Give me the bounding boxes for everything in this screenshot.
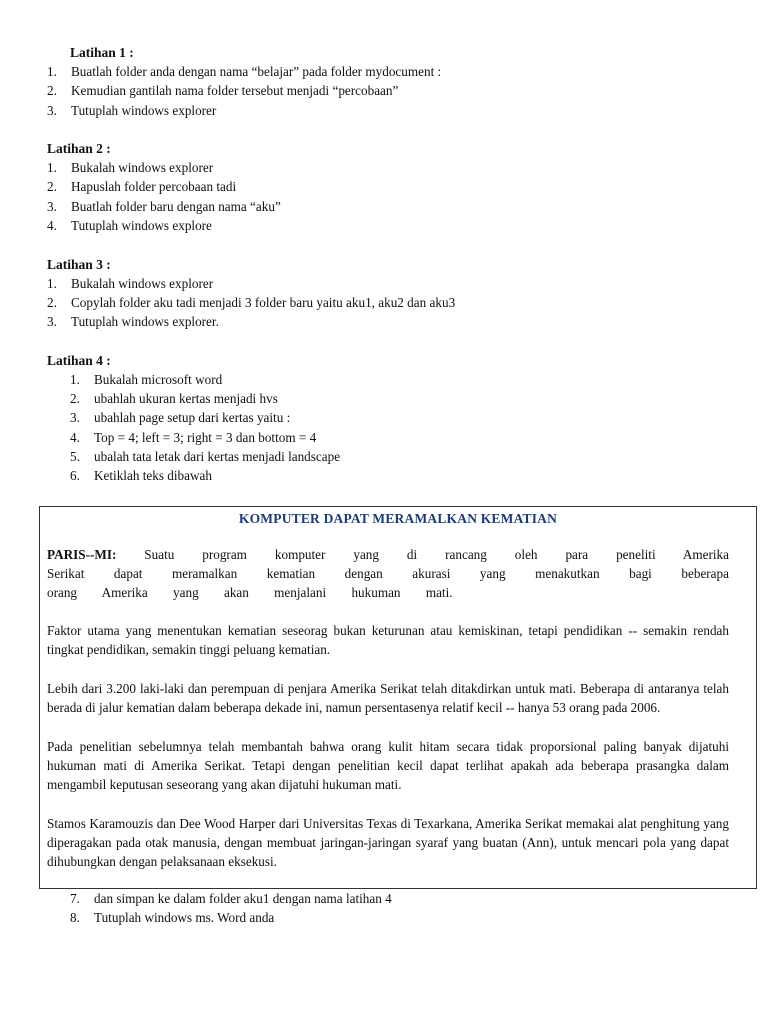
latihan-1-item-3: [47, 101, 216, 120]
list-text: Bukalah windows explorer: [71, 276, 214, 291]
article-paragraph-2: Faktor utama yang menentukan kematian seseorag bukan keturunan atau kemiskinan, tetapi pendidikan -- semakin rendah tingkat pendidikan, semakin tinggi peluang kematian.: [47, 623, 729, 658]
list-text: Copylah folder aku tadi menjadi 3 folder baru yaitu aku1, aku2 dan aku3: [71, 295, 456, 310]
list-number: 1.: [70, 372, 80, 387]
list-text: Ketiklah teks dibawah: [94, 468, 212, 483]
list-number: 4.: [70, 430, 80, 445]
list-text: Hapuslah folder percobaan tadi: [71, 179, 237, 194]
list-text: Buatlah folder baru dengan nama “aku”: [71, 199, 281, 214]
list-number: 1.: [47, 160, 57, 175]
article-paragraph-3: Lebih dari 3.200 laki-laki dan perempuan di penjara Amerika Serikat telah ditakdirkan untuk mati. Beberapa di antaranya telah berada di jalur kematian dalam beberapa dekade ini, namun persentasenya relatif kecil -- hanya 53 orang pada 2006.: [47, 681, 729, 716]
latihan-4-item-6: [70, 466, 212, 485]
list-number: 7.: [70, 891, 80, 906]
list-text: dan simpan ke dalam folder aku1 dengan nama latihan 4: [94, 891, 392, 906]
article-paragraph-1: [47, 545, 729, 603]
latihan-2-item-4: [47, 216, 212, 235]
latihan-1-item-2: [47, 81, 398, 100]
latihan-2-item-1: [47, 158, 213, 177]
latihan-2-item-2: [47, 177, 236, 196]
list-text: Bukalah windows explorer: [71, 160, 214, 175]
latihan-1-item-1: [47, 62, 441, 81]
article-paragraph-4: Pada penelitian sebelumnya telah membantah bahwa orang kulit hitam secara tidak proporsional paling banyak dijatuhi hukuman mati di Amerika Serikat. Tetapi dengan penelitian kecil dapat terlihat apakah ada beberapa prasangka dalam mengambil keputusan seseorang yang akan dijatuhi hukuman mati.: [47, 739, 729, 793]
list-number: 5.: [70, 449, 80, 464]
latihan-4-item-2: [70, 389, 278, 408]
latihan-4-item-3: [70, 408, 290, 427]
list-number: 3.: [47, 103, 57, 118]
list-number: 3.: [47, 199, 57, 214]
latihan-4-item-7: [70, 889, 392, 908]
list-text: Tutuplah windows explore: [71, 218, 212, 233]
list-number: 2.: [70, 391, 80, 406]
latihan-4-item-5: [70, 447, 340, 466]
article-dateline: PARIS--MI:: [47, 547, 117, 562]
latihan-2-item-3: [47, 197, 281, 216]
list-number: 6.: [70, 468, 80, 483]
list-number: 1.: [47, 276, 57, 291]
list-number: 8.: [70, 910, 80, 925]
list-text: Kemudian gantilah nama folder tersebut menjadi “percobaan”: [71, 83, 399, 98]
list-number: 2.: [47, 83, 57, 98]
latihan-2-title: Latihan 2 :: [47, 141, 111, 156]
latihan-4-item-4: [70, 428, 316, 447]
latihan-3-item-3: [47, 312, 219, 331]
list-text: Bukalah microsoft word: [94, 372, 223, 387]
list-number: 3.: [47, 314, 57, 329]
list-text: ubahlah page setup dari kertas yaitu :: [94, 410, 291, 425]
list-text: Tutuplah windows ms. Word anda: [94, 910, 275, 925]
latihan-4-title: Latihan 4 :: [47, 353, 111, 368]
list-text: Tutuplah windows explorer: [71, 103, 217, 118]
latihan-3-title: Latihan 3 :: [47, 257, 111, 272]
article-paragraph-5: Stamos Karamouzis dan Dee Wood Harper dari Universitas Texas di Texarkana, Amerika Serikat memakai alat penghitung yang diperagakan pada otak manusia, dengan membuat jaringan-jaringan syaraf yang buatan (Ann), untuk mencari pola yang dapat dihubungkan dengan pelaksanaan eksekusi.: [47, 816, 729, 870]
list-number: 4.: [47, 218, 57, 233]
latihan-4-item-8: [70, 908, 274, 927]
list-number: 2.: [47, 295, 57, 310]
article-title: KOMPUTER DAPAT MERAMALKAN KEMATIAN: [238, 511, 558, 526]
list-text: ubahlah ukuran kertas menjadi hvs: [94, 391, 278, 406]
article-box: [39, 506, 757, 889]
list-number: 3.: [70, 410, 80, 425]
latihan-4-item-1: [70, 370, 222, 389]
latihan-3-item-1: [47, 274, 213, 293]
list-number: 1.: [47, 64, 57, 79]
list-text: Buatlah folder anda dengan nama “belajar” pada folder mydocument :: [71, 64, 442, 79]
latihan-1-title: Latihan 1 :: [70, 45, 134, 60]
list-text: Tutuplah windows explorer.: [71, 314, 219, 329]
paragraph-1-text: Suatu program komputer yang di rancang oleh para peneliti Amerika Serikat dapat meramalkan kematian dengan akurasi yang menakutkan bagi beberapa orang Amerika yang akan menjalani hukuman mati.: [47, 547, 729, 601]
list-text: ubalah tata letak dari kertas menjadi landscape: [94, 449, 341, 464]
latihan-3-item-2: [47, 293, 455, 312]
list-text: Top = 4; left = 3; right = 3 dan bottom = 4: [94, 430, 317, 445]
list-number: 2.: [47, 179, 57, 194]
